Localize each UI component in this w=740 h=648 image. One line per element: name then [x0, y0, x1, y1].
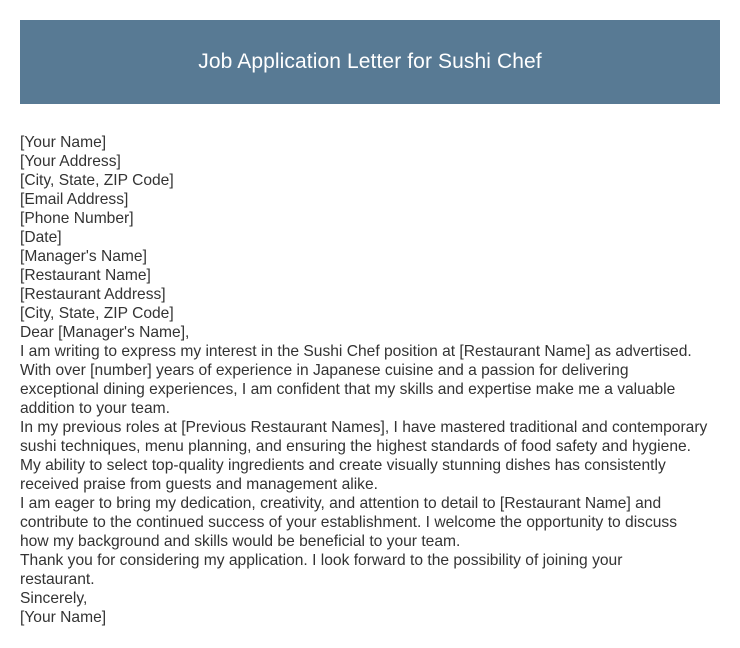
paragraph-line: addition to your team. [20, 400, 170, 417]
sender-city-state-zip: [City, State, ZIP Code] [20, 172, 174, 189]
paragraph-line: exceptional dining experiences, I am confident that my skills and expertise make me a valuable [20, 381, 676, 398]
paragraph-line: With over [number] years of experience in Japanese cuisine and a passion for delivering [20, 362, 629, 379]
paragraph-line: Thank you for considering my application. I look forward to the possibility of joining your [20, 552, 623, 569]
paragraph-line: In my previous roles at [Previous Restaurant Names], I have mastered traditional and contemporary [20, 419, 708, 436]
letter-date: [Date] [20, 229, 62, 246]
paragraph-line: restaurant. [20, 571, 95, 588]
paragraph-line: My ability to select top-quality ingredients and create visually stunning dishes has consistently [20, 457, 666, 474]
paragraph-line: I am eager to bring my dedication, creativity, and attention to detail to [Restaurant Name] and [20, 495, 662, 512]
paragraph-line: how my background and skills would be beneficial to your team. [20, 533, 461, 550]
paragraph-line: received praise from guests and management alike. [20, 476, 378, 493]
paragraph-line: sushi techniques, menu planning, and ensuring the highest standards of food safety and hygiene. [20, 438, 691, 455]
letter-header-banner [20, 20, 720, 104]
sender-phone: [Phone Number] [20, 210, 134, 227]
sender-name: [Your Name] [20, 134, 107, 151]
recipient-city-state-zip: [City, State, ZIP Code] [20, 305, 174, 322]
recipient-restaurant: [Restaurant Name] [20, 267, 151, 284]
paragraph-motivation [20, 494, 724, 551]
closing: Sincerely, [20, 590, 88, 607]
paragraph-experience [20, 418, 724, 494]
signature-name: [Your Name] [20, 609, 107, 626]
page-title: Job Application Letter for Sushi Chef [198, 50, 542, 73]
paragraph-line: I am writing to express my interest in the Sushi Chef position at [Restaurant Name] as advertised. [20, 343, 692, 360]
paragraph-line: contribute to the continued success of your establishment. I welcome the opportunity to discuss [20, 514, 678, 531]
letter-body [20, 133, 724, 627]
sender-address: [Your Address] [20, 153, 121, 170]
recipient-address: [Restaurant Address] [20, 286, 166, 303]
salutation: Dear [Manager's Name], [20, 324, 190, 341]
sender-email: [Email Address] [20, 191, 129, 208]
paragraph-introduction [20, 342, 724, 418]
recipient-block [20, 247, 724, 323]
sender-block [20, 133, 724, 247]
paragraph-thanks [20, 551, 724, 589]
recipient-name: [Manager's Name] [20, 248, 147, 265]
